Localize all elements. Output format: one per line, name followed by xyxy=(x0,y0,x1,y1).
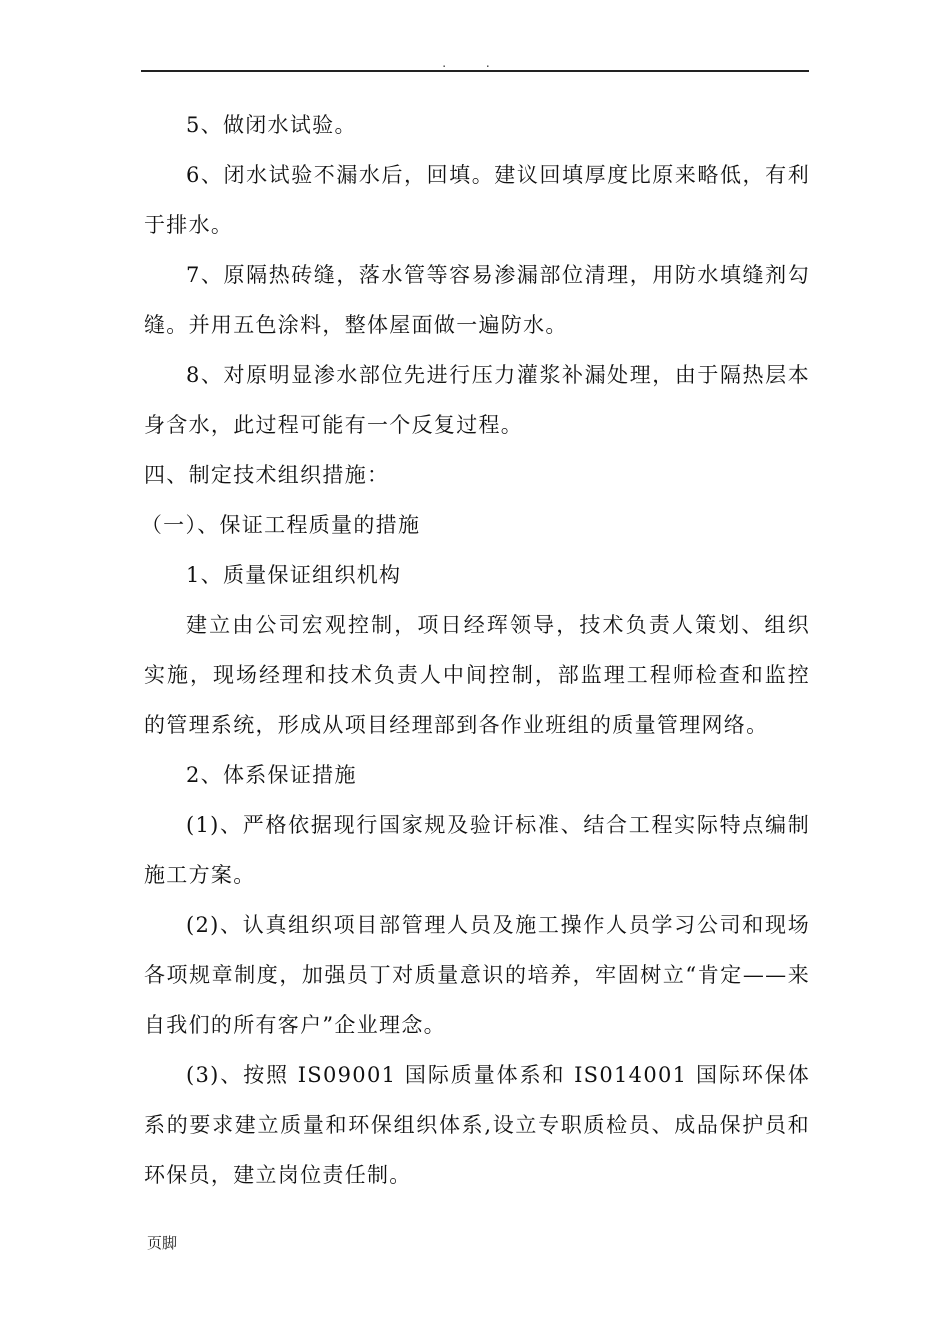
paragraph-step-5: 5、做闭水试验。 xyxy=(186,113,357,137)
document-body xyxy=(140,100,810,1200)
paragraph-organization: 建立由公司宏观控制，项日经珲领导，技术负责人策划、组织实施，现场经理和技术负责人中间控制，部监理工程师检查和监控的管理系统，形成从项目经理部到各作业班组的质量管理网络。 xyxy=(144,613,810,737)
paragraph-measure-3: (3)、按照 IS09001 国际质量体系和 IS014001 国际环保体系的要求建立质量和环保组织体系,设立专职质检员、成品保护员和环保员，建立岗位责任制。 xyxy=(144,1063,810,1187)
item-heading-2: 2、体系保证措施 xyxy=(186,763,357,787)
paragraph-measure-1: (1)、严格依据现行国家规及验讦标准、结合工程实际特点编制施工方案。 xyxy=(144,813,810,887)
header-dots: . . xyxy=(442,56,508,70)
paragraph-step-7: 7、原隔热砖缝，落水管等容易渗漏部位清理，用防水填缝剂勾缝。并用五色涂料，整体屋面做一遍防水。 xyxy=(144,263,810,337)
header-rule xyxy=(141,70,809,72)
paragraph-step-8: 8、对原明显渗水部位先进行压力灌浆补漏处理，由于隔热层本身含水，此过程可能有一个反复过程。 xyxy=(144,363,810,437)
paragraph-step-6: 6、闭水试验不漏水后，回填。建议回填厚度比原来略低，有利于排水。 xyxy=(144,163,810,237)
section-heading-4: 四、制定技术组织措施： xyxy=(144,463,390,487)
subsection-heading-1: （一）、保证工程质量的措施 xyxy=(140,513,421,537)
item-heading-1: 1、质量保证组织机构 xyxy=(186,563,402,587)
page-footer: 页脚 xyxy=(147,1234,178,1252)
paragraph-measure-2: (2)、认真组织项目部管理人员及施工操作人员学习公司和现场各项规章制度，加强员丁对质量意识的培养，牢固树立“肯定——来自我们的所有客户”企业理念。 xyxy=(144,913,810,1037)
